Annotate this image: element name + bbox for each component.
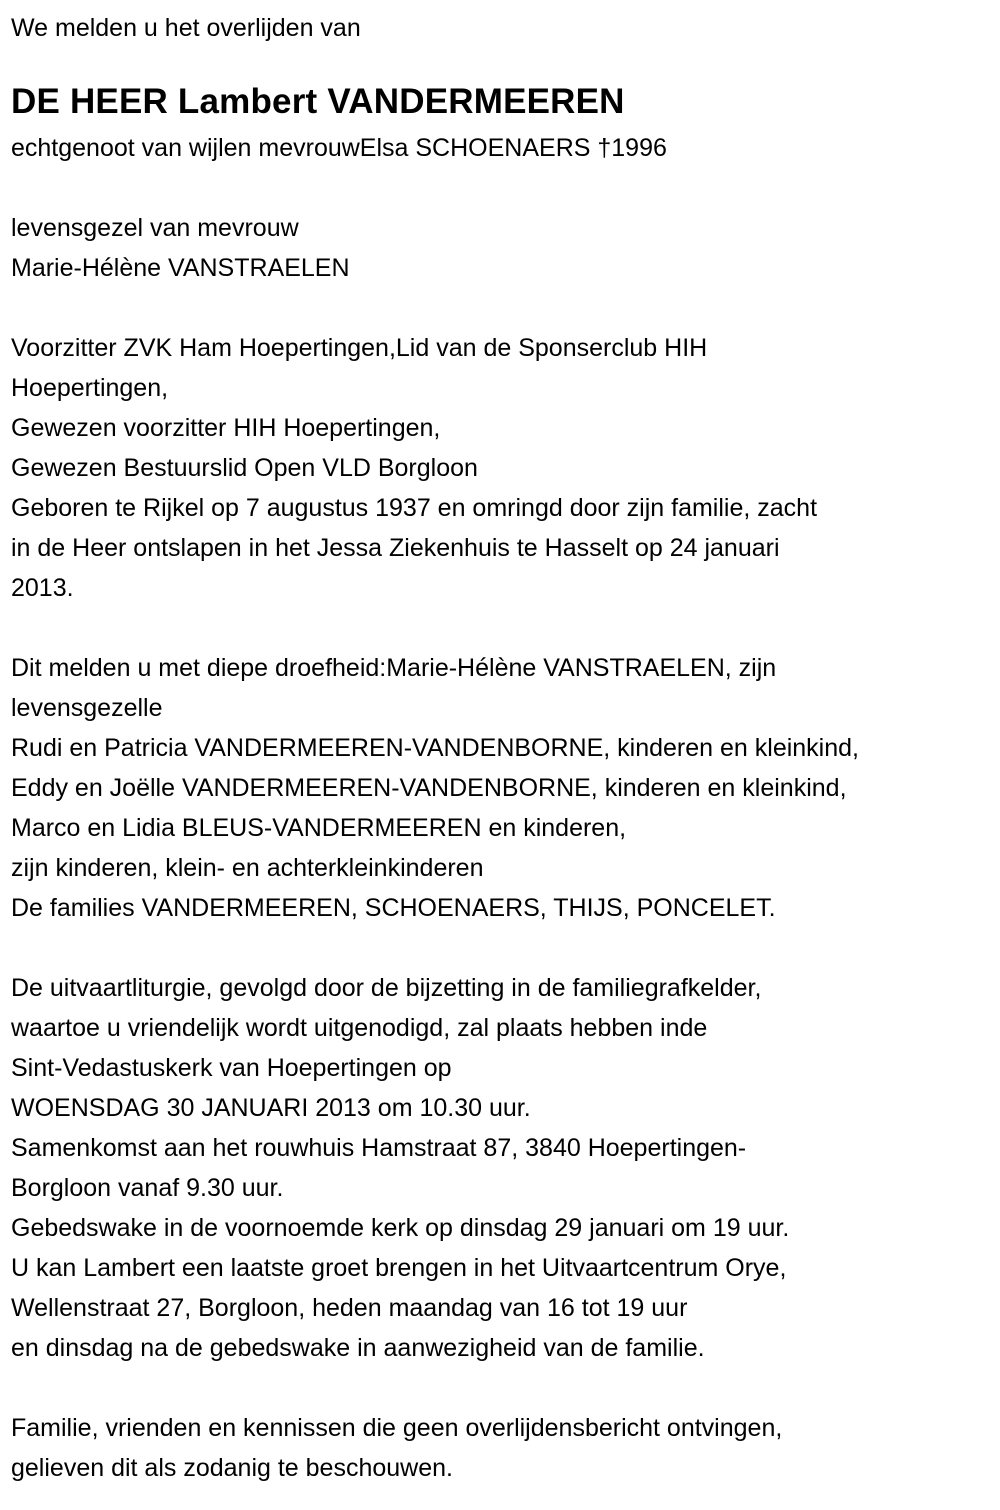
death-notice [11, 8, 1000, 1488]
biography-section [11, 328, 1000, 608]
text-line: en dinsdag na de gebedswake in aanwezigheid van de familie. [11, 1334, 705, 1362]
text-line: WOENSDAG 30 JANUARI 2013 om 10.30 uur. [11, 1094, 531, 1122]
partner-section [11, 208, 1000, 288]
paragraph-gap [11, 288, 1000, 328]
paragraph-gap [11, 168, 1000, 208]
text-line: De families VANDERMEEREN, SCHOENAERS, THIJS, PONCELET. [11, 894, 776, 922]
funeral-details-section [11, 968, 1000, 1368]
text-line: De uitvaartliturgie, gevolgd door de bijzetting in de familiegrafkelder, [11, 974, 762, 1002]
notice-body [11, 128, 1000, 1488]
text-line: Marie-Hélène VANSTRAELEN [11, 254, 350, 282]
text-line: gelieven dit als zodanig te beschouwen. [11, 1454, 453, 1482]
text-line: levensgezelle [11, 694, 163, 722]
text-line: Geboren te Rijkel op 7 augustus 1937 en omringd door zijn familie, zacht [11, 494, 818, 522]
text-line: echtgenoot van wijlen mevrouwElsa SCHOENAERS †1996 [11, 134, 667, 162]
text-line: Marco en Lidia BLEUS-VANDERMEEREN en kinderen, [11, 814, 627, 842]
spouse-section [11, 128, 1000, 168]
text-line: Familie, vrienden en kennissen die geen overlijdensbericht ontvingen, [11, 1414, 783, 1442]
text-line: Dit melden u met diepe droefheid:Marie-Hélène VANSTRAELEN, zijn [11, 654, 777, 682]
text-line: levensgezel van mevrouw [11, 214, 299, 242]
text-line: in de Heer ontslapen in het Jessa Ziekenhuis te Hasselt op 24 januari [11, 534, 780, 562]
text-line: U kan Lambert een laatste groet brengen in het Uitvaartcentrum Orye, [11, 1254, 787, 1282]
text-line: Wellenstraat 27, Borgloon, heden maandag van 16 tot 19 uur [11, 1294, 688, 1322]
text-line: Voorzitter ZVK Ham Hoepertingen,Lid van de Sponserclub HIH [11, 334, 708, 362]
paragraph-gap [11, 1368, 1000, 1408]
paragraph-gap [11, 608, 1000, 648]
text-line: Samenkomst aan het rouwhuis Hamstraat 87, 3840 Hoepertingen- [11, 1134, 747, 1162]
paragraph-gap [11, 928, 1000, 968]
text-line: Gebedswake in de voornoemde kerk op dinsdag 29 januari om 19 uur. [11, 1214, 790, 1242]
deceased-name-heading: DE HEER Lambert VANDERMEEREN [11, 82, 625, 121]
intro-text: We melden u het overlijden van [11, 14, 361, 42]
text-line: waartoe u vriendelijk wordt uitgenodigd, zal plaats hebben inde [11, 1014, 708, 1042]
closing-section [11, 1408, 1000, 1488]
text-line: Borgloon vanaf 9.30 uur. [11, 1174, 284, 1202]
text-line: Hoepertingen, [11, 374, 169, 402]
text-line: Sint-Vedastuskerk van Hoepertingen op [11, 1054, 452, 1082]
text-line: zijn kinderen, klein- en achterkleinkinderen [11, 854, 484, 882]
text-line: Gewezen voorzitter HIH Hoepertingen, [11, 414, 441, 442]
text-line: 2013. [11, 574, 74, 602]
text-line: Rudi en Patricia VANDERMEEREN-VANDENBORNE, kinderen en kleinkind, [11, 734, 859, 762]
family-section [11, 648, 1000, 928]
text-line: Eddy en Joëlle VANDERMEEREN-VANDENBORNE, kinderen en kleinkind, [11, 774, 847, 802]
text-line: Gewezen Bestuurslid Open VLD Borgloon [11, 454, 478, 482]
